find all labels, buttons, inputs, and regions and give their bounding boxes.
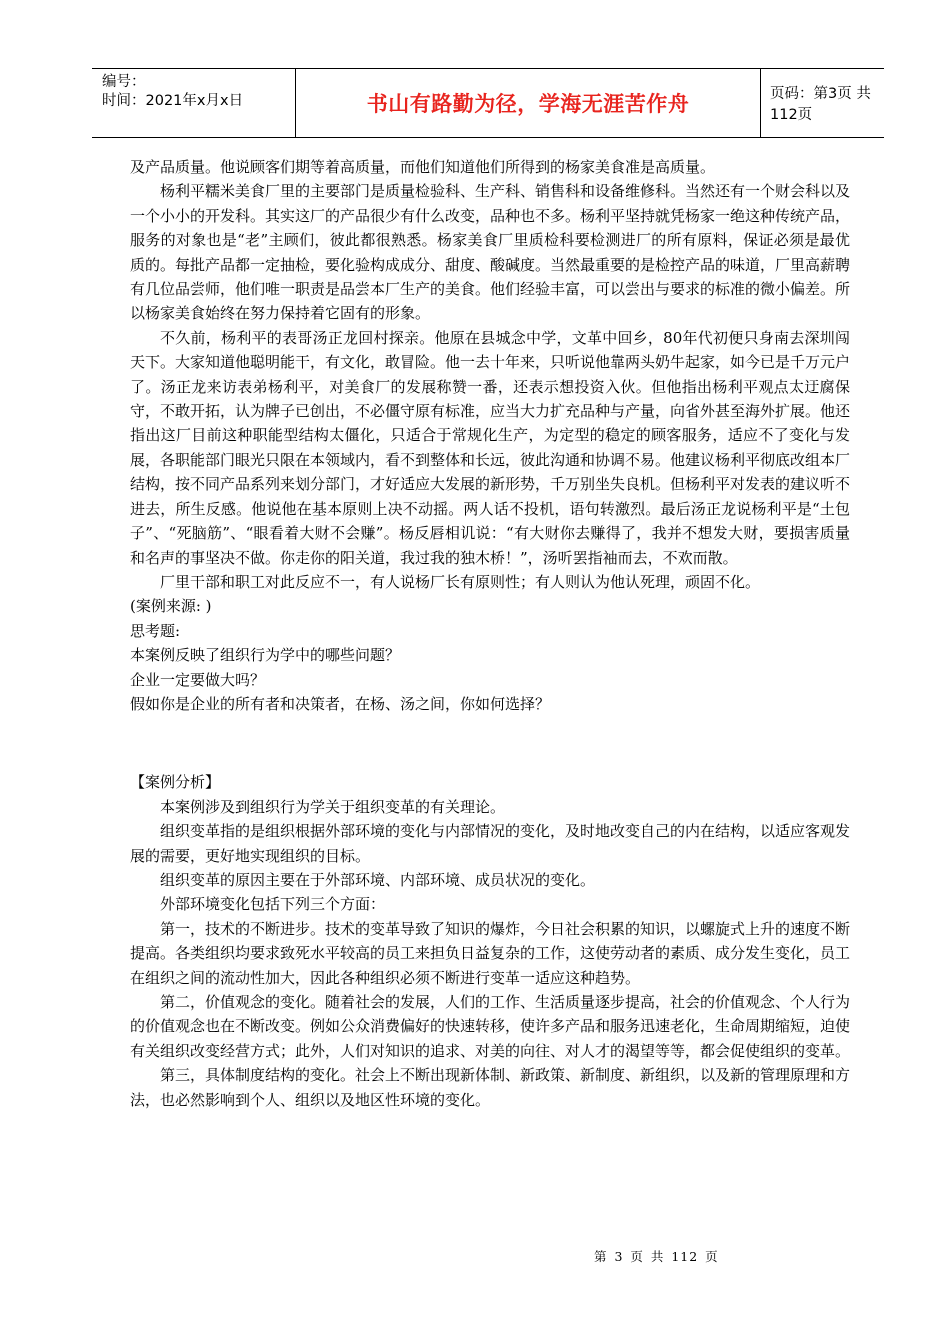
paragraph: 组织变革的原因主要在于外部环境、内部环境、成员状况的变化。 (160, 870, 596, 889)
paragraph: 思考题: (130, 621, 181, 640)
document-body (130, 155, 850, 1112)
page-footer: 第 3 页 共 112 页 (594, 1249, 719, 1264)
paragraph: 及产品质量。他说顾客们期等着高质量，而他们知道他们所得到的杨家美食准是高质量。 (130, 158, 716, 176)
document-number-label: 编号： (102, 74, 146, 90)
paragraph: 第一，技术的不断进步。技术的变革导致了知识的爆炸，今日社会积累的知识，以螺旋式上升的速度不断提高。各类组织均要求致死水平较高的员工来担负日益复杂的工作，这使劳动者的素质、成分发生变化，员工在组织之间的流动性加大，因此各种组织必须不断进行变革一适应这种趋势。 (130, 919, 851, 987)
paragraph: 本案例反映了组织行为学中的哪些问题？ (130, 646, 401, 665)
paragraph: 外部环境变化包括下列三个方面： (160, 895, 386, 914)
paragraph: 不久前，杨利平的表哥汤正龙回村探亲。他原在县城念中学，文革中回乡，80年代初便只身南去深圳闯天下。大家知道他聪明能干，有文化，敢冒险。他一去十年来，只听说他靠两头奶牛起家，如今已是千万元户了。汤正龙来访表弟杨利平，对美食厂的发展称赞一番，还表示想投资入伙。但他指出杨利平观点太迂腐保守，不敢开拓，认为牌子已创出，不必僵守原有标准，应当大力扩充品种与产量，向省外甚至海外扩展。他还指出这厂目前这种职能型结构太僵化，只适合于常规化生产，为定型的稳定的顾客服务，适应不了变化与发展，各职能部门眼光只限在本领域内，看不到整体和长远，彼此沟通和协调不易。他建议杨利平彻底改组本厂结构，按不同产品系列来划分部门，才好适应大发展的新形势，千万别坐失良机。但杨利平对发表的建议听不进去，所生反感。他说他在基本原则上决不动摇。两人话不投机，语句转激烈。最后汤正龙说杨利平是“土包子”、“死脑筋”、“眼看着大财不会赚”。杨反唇相讥说：“有大财你去赚得了，我并不想发大财，要损害质量和名声的事坚决不做。你走你的阳关道，我过我的独木桥！”，汤听罢指袖而去，不欢而散。 (130, 328, 851, 567)
paragraph: 【案例分析】 (130, 773, 221, 792)
paragraph: 第三，具体制度结构的变化。社会上不断出现新体制、新政策、新制度、新组织，以及新的管理原理和方法，也必然影响到个人、组织以及地区性环境的变化。 (130, 1066, 851, 1109)
paragraph: (案例来源: ) (130, 597, 212, 616)
document-time-label: 时间：2021年x月x日 (102, 93, 244, 109)
header-page-info: 页码：第3页 共112页 (770, 86, 871, 123)
page-header (92, 68, 884, 138)
paragraph: 第二，价值观念的变化。随着社会的发展，人们的工作、生活质量逐步提高，社会的价值观念、个人行为的价值观念也在不断改变。例如公众消费偏好的快速转移，使许多产品和服务迅速老化，生命周期缩短，迫使有关组织改变经营方式；此外，人们对知识的追求、对美的向往、对人才的渴望等等，都会促使组织的变革。 (130, 993, 851, 1060)
header-meta (92, 69, 295, 137)
paragraph: 组织变革指的是组织根据外部环境的变化与内部情况的变化，及时地改变自己的内在结构，以适应客观发展的需要，更好地实现组织的目标。 (130, 822, 851, 865)
paragraph: 企业一定要做大吗？ (130, 670, 266, 689)
header-motto: 书山有路勤为径，学海无涯苦作舟 (295, 69, 761, 137)
paragraph: 假如你是企业的所有者和决策者，在杨、汤之间，你如何选择？ (130, 694, 551, 713)
paragraph-spacer (130, 731, 850, 755)
paragraph: 杨利平糯米美食厂里的主要部门是质量检验科、生产科、销售科和设备维修科。当然还有一个财会科以及一个小小的开发科。其实这厂的产品很少有什么改变，品种也不多。杨利平坚持就凭杨家一绝这种传统产品，服务的对象也是“老”主顾们，彼此都很熟悉。杨家美食厂里质检科要检测进厂的所有原料，保证必须是最优质的。每批产品都一定抽检，要化验构成成分、甜度、酸碱度。当然最重要的是检控产品的味道，厂里高薪聘有几位品尝师，他们唯一职责是品尝本厂生产的美食。他们经验丰富，可以尝出与要求的标准的微小偏差。所以杨家美食始终在努力保持着它固有的形象。 (130, 182, 851, 323)
paragraph: 本案例涉及到组织行为学关于组织变革的有关理论。 (160, 797, 506, 816)
paragraph: 厂里干部和职工对此反应不一，有人说杨厂长有原则性；有人则认为他认死理，顽固不化。 (160, 572, 761, 591)
